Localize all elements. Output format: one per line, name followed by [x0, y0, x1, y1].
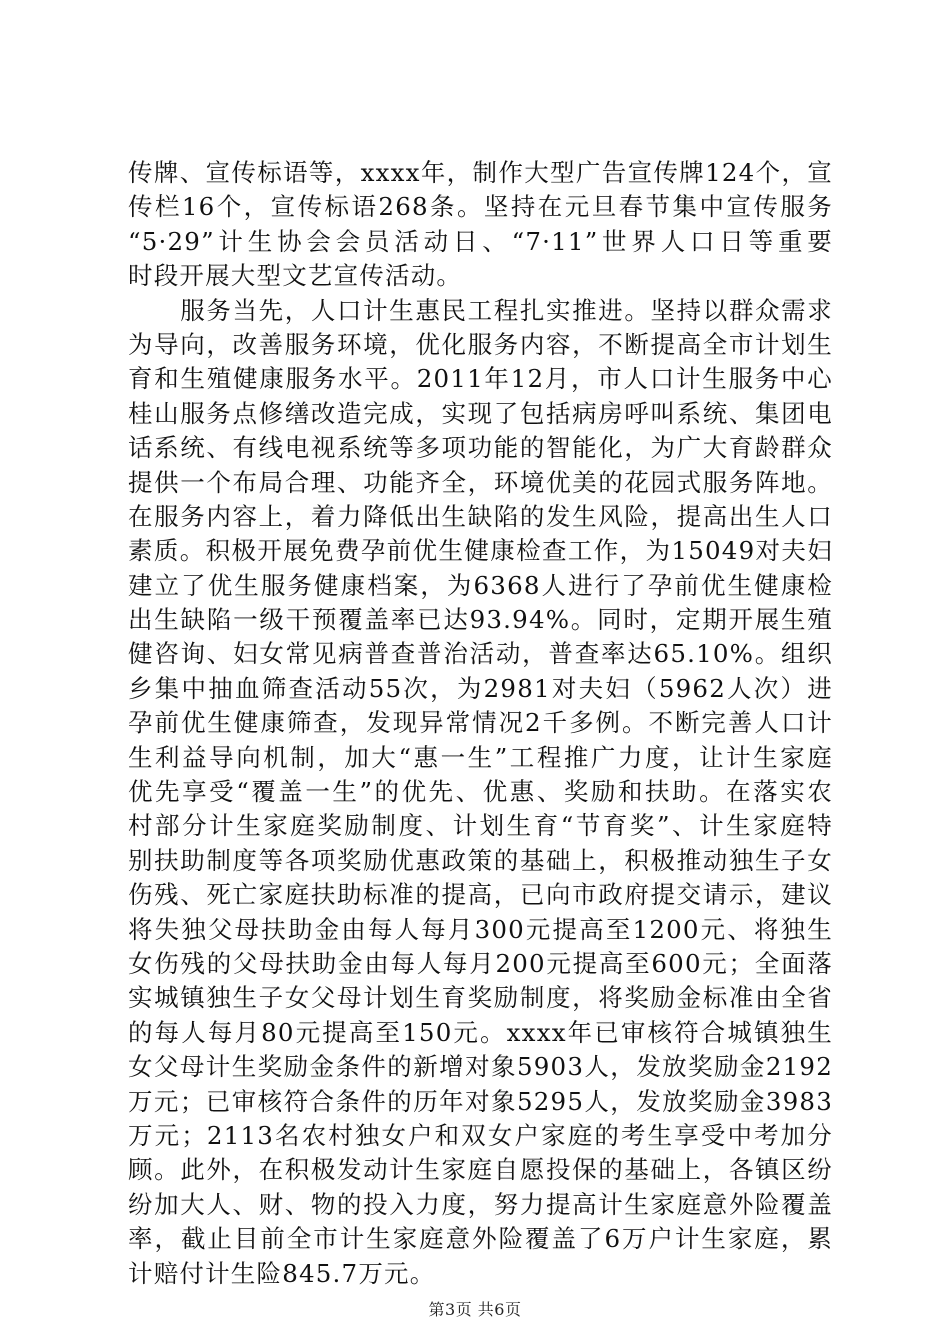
text-line: 提供一个布局合理、功能齐全，环境优美的花园式服务阵地。: [128, 467, 833, 497]
text-line: 纷加大人、财、物的投入力度，努力提高计生家庭意外险覆盖: [128, 1189, 833, 1219]
text-line: 传栏16个，宣传标语268条。坚持在元旦春节集中宣传服务: [128, 192, 833, 222]
text-line: 女伤残的父母扶助金由每人每月200元提高至600元；全面落: [128, 948, 833, 978]
text-line: 万元；2113名农村独女户和双女户家庭的考生享受中考加分: [128, 1120, 833, 1150]
text-line: 话系统、有线电视系统等多项功能的智能化，为广大育龄群众: [128, 433, 833, 463]
text-line: 在服务内容上，着力降低出生缺陷的发生风险，提高出生人口: [128, 501, 833, 531]
text-line: 时段开展大型文艺宣传活动。: [128, 261, 463, 291]
text-line: 出生缺陷一级干预覆盖率已达93.94%。同时，定期开展生殖: [128, 605, 833, 635]
text-line: 服务当先，人口计生惠民工程扎实推进。坚持以群众需求: [128, 295, 833, 325]
page-footer: [0, 1297, 950, 1320]
page-number: 第3页 共6页: [428, 1300, 522, 1319]
text-line: 将失独父母扶助金由每人每月300元提高至1200元、将独生: [128, 914, 833, 944]
document-body: [128, 156, 833, 1291]
text-line: 建立了优生服务健康档案，为6368人进行了孕前优生健康检: [128, 570, 833, 600]
text-line: 实城镇独生子女父母计划生育奖励制度，将奖励金标准由全省: [128, 983, 833, 1013]
text-line: 伤残、死亡家庭扶助标准的提高，已向市政府提交请示，建议: [128, 880, 833, 910]
text-line: 优先享受“覆盖一生”的优先、优惠、奖励和扶助。在落实农: [128, 777, 833, 807]
text-line: 桂山服务点修缮改造完成，实现了包括病房呼叫系统、集团电: [128, 398, 833, 428]
text-line: 率，截止目前全市计生家庭意外险覆盖了6万户计生家庭，累: [128, 1224, 833, 1254]
text-line: 孕前优生健康筛查，发现异常情况2千多例。不断完善人口计: [128, 708, 833, 738]
text-line: 为导向，改善服务环境，优化服务内容，不断提高全市计划生: [128, 329, 833, 359]
text-line: 别扶助制度等各项奖励优惠政策的基础上，积极推动独生子女: [128, 845, 833, 875]
text-line: 育和生殖健康服务水平。2011年12月，市人口计生服务中心: [128, 364, 833, 394]
text-line: 万元；已审核符合条件的历年对象5295人，发放奖励金3983: [128, 1086, 833, 1116]
text-line: 传牌、宣传标语等，xxxx年，制作大型广告宣传牌124个，宣: [128, 158, 833, 187]
text-line: 计赔付计生险845.7万元。: [128, 1258, 436, 1288]
text-line: 乡集中抽血筛查活动55次，为2981对夫妇（5962人次）进: [128, 673, 833, 703]
text-line: 健咨询、妇女常见病普查普治活动，普查率达65.10%。组织: [128, 639, 833, 669]
text-line: “5·29”计生协会会员活动日、“7·11”世界人口日等重要: [128, 226, 833, 256]
text-line: 顾。此外，在积极发动计生家庭自愿投保的基础上，各镇区纷: [128, 1155, 833, 1185]
text-line: 生利益导向机制，加大“惠一生”工程推广力度，让计生家庭: [128, 742, 833, 772]
text-line: 女父母计生奖励金条件的新增对象5903人，发放奖励金2192: [128, 1052, 833, 1082]
text-line: 的每人每月80元提高至150元。xxxx年已审核符合城镇独生: [128, 1017, 833, 1047]
text-line: 素质。积极开展免费孕前优生健康检查工作，为15049对夫妇: [128, 536, 833, 566]
text-line: 村部分计生家庭奖励制度、计划生育“节育奖”、计生家庭特: [128, 811, 833, 841]
